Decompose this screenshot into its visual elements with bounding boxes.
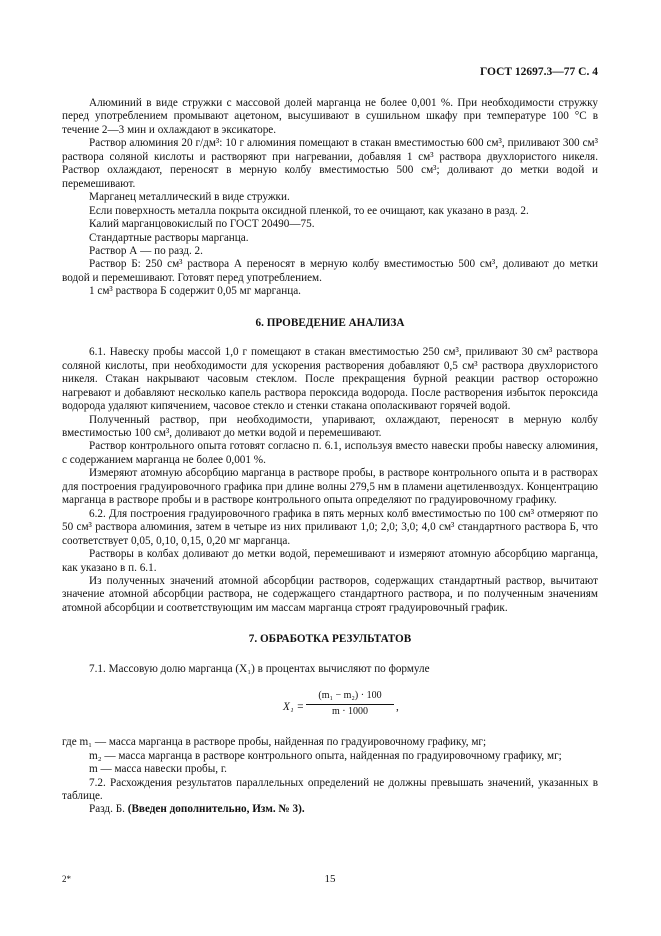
section-heading: 6. ПРОВЕДЕНИЕ АНАЛИЗА: [255, 316, 405, 329]
legend-line: m₂ — масса марганца в растворе контрольного опыта, найденная по градуировочному графику, мг;: [89, 749, 562, 762]
section-heading: 7. ОБРАБОТКА РЕЗУЛЬТАТОВ: [248, 633, 412, 646]
paragraph: Калий марганцовокислый по ГОСТ 20490—75.: [89, 218, 315, 231]
paragraph: Полученный раствор, при необходимости, упаривают, охлаждают, переносят в мерную колбу вместимостью 100 см³, доливают до метки водой и перемешивают.: [62, 413, 598, 439]
document-body: [62, 97, 598, 817]
paragraph: Стандартные растворы марганца.: [89, 231, 249, 244]
paragraph: Марганец металлический в виде стружки.: [89, 191, 290, 204]
paragraph: Раствор А — по разд. 2.: [89, 244, 203, 257]
formula-tail: ,: [396, 701, 399, 714]
paragraph: 7.2. Расхождения результатов параллельных определений не должны превышать значений, указанных в таблице.: [62, 776, 598, 803]
formula-lhs: X₁ =: [283, 701, 305, 714]
page-number: 15: [324, 873, 336, 885]
paragraph: 6.1. Навеску пробы массой 1,0 г помещают в стакан вместимостью 250 см³, приливают 30 см³ раствора соляной кислоты, при необходимости для ускорения растворения добавляют 0,5 см³ раствора двухлористого никеля. Стакан накрывают часовым стеклом. После прекращения бурной реакции раствор осторожно нагревают и добавляют несколько капель раствора пероксида водорода. После растворения избыток пероксида водорода удаляют кипячением, часовое стекло и стенки стакана ополаскивают горячей водой.: [62, 346, 598, 413]
paragraph: Раствор алюминия 20 г/дм³: 10 г алюминия помещают в стакан вместимостью 600 см³, приливают 300 см³ раствора соляной кислоты и растворяют при нагревании, добавляя 1 см³ раствора двухлористого никеля. Раствор охлаждают, переносят в мерную колбу вместимостью 500 см³; доливают до метки водой и перемешивают.: [62, 137, 598, 190]
paragraph: Если поверхность металла покрыта оксидной пленкой, то ее очищают, как указано в разд. 2.: [89, 204, 529, 217]
legend-line: m — масса навески пробы, г.: [89, 763, 227, 776]
paragraph: Раствор контрольного опыта готовят согласно п. 6.1, используя вместо навески пробы навеску алюминия, с содержанием марганца не более 0,001 %.: [62, 440, 598, 466]
footer-mark: 2*: [62, 874, 71, 884]
page-header: ГОСТ 12697.3—77 С. 4: [479, 66, 598, 78]
legend-line: где m₁ — масса марганца в растворе пробы, найденная по градуировочному графику, мг;: [62, 736, 487, 749]
formula: [62, 676, 598, 736]
paragraph: Алюминий в виде стружки с массовой долей марганца не более 0,001 %. При необходимости стружку перед употреблением промывают ацетоном, высушивают в сушильном шкафу при температуре 100 °С в течение 2—3 мин и охлаждают в эксикаторе.: [62, 97, 598, 136]
formula-numerator: (m₁ − m₂) · 100: [306, 689, 394, 705]
paragraph: 1 см³ раствора Б содержит 0,05 мг марганца.: [89, 285, 301, 298]
paragraph: 7.1. Массовую долю марганца (X₁) в процентах вычисляют по формуле: [89, 662, 430, 675]
paragraph: Измеряют атомную абсорбцию марганца в растворе пробы, в растворе контрольного опыта и в растворах для построения градуировочного графика при длине волны 279,5 нм в пламени ацетиленвоздух. Концентрацию марганца в растворе пробы и в растворе контрольного опыта определяют по градуировочному графику.: [62, 467, 598, 507]
document-page: [62, 0, 598, 936]
paragraph: 6.2. Для построения градуировочного графика в пять мерных колб вместимостью по 100 см³ отмеряют по 50 см³ раствора алюминия, затем в четыре из них приливают 1,0; 2,0; 3,0; 4,0 см³ стандартного раствора Б, что соответствует 0,05, 0,10, 0,15, 0,20 мг марганца.: [62, 507, 598, 547]
formula-denominator: m · 1000: [331, 706, 369, 718]
note-bold: (Введен дополнительно, Изм. № 3).: [127, 803, 305, 816]
note-prefix: Разд. Б.: [89, 803, 125, 816]
paragraph: Раствор Б: 250 см³ раствора А переносят в мерную колбу вместимостью 500 см³, доливают до метки водой и перемешивают. Готовят перед употреблением.: [62, 258, 598, 284]
amendment-note: [62, 803, 598, 816]
paragraph: Из полученных значений атомной абсорбции растворов, содержащих стандартный раствор, вычитают значение атомной абсорбции раствора, не содержащего стандартного раствора, и по полученным значениям атомной абсорбции и соответствующим им массам марганца строят градуировочный график.: [62, 574, 598, 614]
paragraph: Растворы в колбах доливают до метки водой, перемешивают и измеряют атомную абсорбцию марганца, как указано в п. 6.1.: [62, 548, 598, 574]
formula-fraction: [306, 689, 394, 719]
